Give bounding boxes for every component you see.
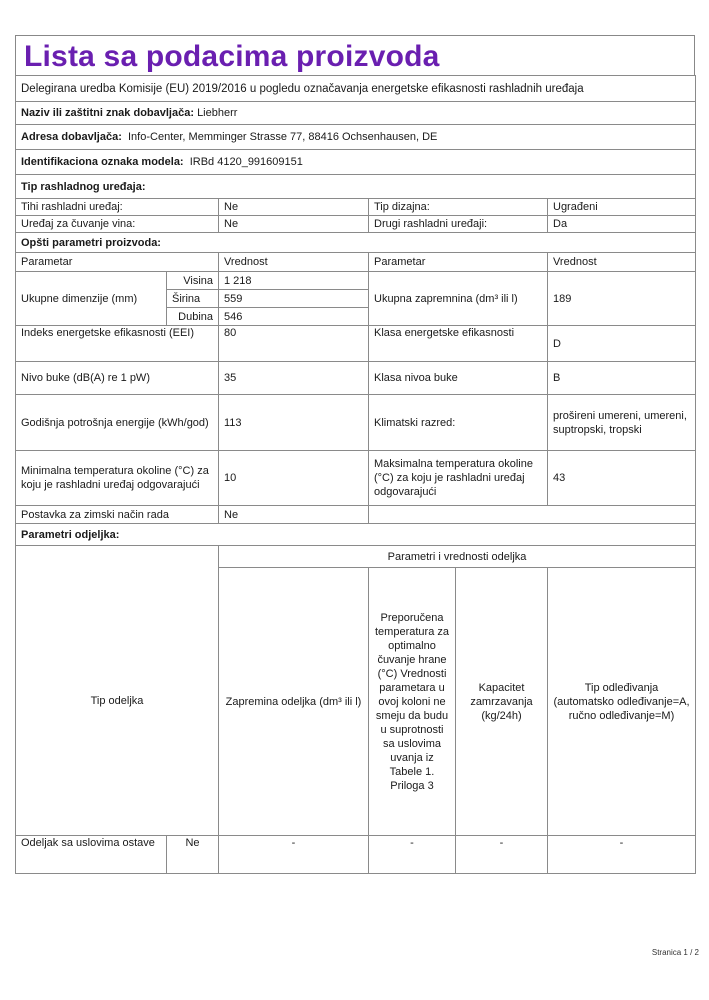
height-value: 1 218 (219, 272, 369, 290)
energy-label: Godišnja potrošnja energije (kWh/god) (16, 395, 219, 451)
pantry-defrost: - (548, 836, 696, 874)
depth-value: 546 (219, 308, 369, 326)
wine-value: Ne (219, 216, 369, 233)
dims-label: Ukupne dimenzije (mm) (16, 272, 167, 326)
design-value: Ugrađeni (548, 199, 696, 216)
value-header-left: Vrednost (219, 253, 369, 272)
volume-value: 189 (548, 272, 696, 326)
page-title: Lista sa podacima proizvoda (24, 40, 440, 73)
other-label: Drugi rashladni uređaji: (369, 216, 548, 233)
defrost-header: Tip odleđivanja (automatsko odleđivanje=A, ručno odleđivanje=M) (548, 568, 696, 836)
volume-label: Ukupna zapremnina (dm³ ili l) (369, 272, 548, 326)
compartments-heading: Parametri odjeljka: (16, 524, 696, 546)
title-box (15, 35, 695, 75)
page-number: Stranica 1 / 2 (651, 948, 699, 957)
min-temp-label: Minimalna temperatura okoline (°C) za koju je rashladni uređaj odgovarajući (16, 451, 219, 506)
device-type-heading-row (16, 175, 696, 199)
pantry-freeze: - (456, 836, 548, 874)
data-table (15, 75, 696, 874)
address-value: Info-Center, Memminger Strasse 77, 88416 Ochsenhausen, DE (128, 131, 438, 143)
param-header-right: Parametar (369, 253, 548, 272)
noise-class-value: B (548, 362, 696, 395)
design-label: Tip dizajna: (369, 199, 548, 216)
pantry-present: Ne (167, 836, 219, 874)
dims-row-height (16, 272, 696, 290)
noise-row (16, 362, 696, 395)
supplier-label: Naziv ili zaštitni znak dobavljača: (21, 107, 194, 119)
min-temp-value: 10 (219, 451, 369, 506)
climate-value: prošireni umereni, umereni, suptropski, tropski (548, 395, 696, 451)
wine-label: Uređaj za čuvanje vina: (16, 216, 219, 233)
subtitle: Delegirana uredba Komisije (EU) 2019/2016 u pogledu označavanja energetske efikasnosti rashladnih uređaja (16, 76, 696, 102)
pantry-temp: - (369, 836, 456, 874)
model-value: IRBd 4120_991609151 (189, 156, 303, 168)
product-data-sheet (15, 35, 695, 874)
temp-row (16, 451, 696, 506)
height-label: Visina (167, 272, 219, 290)
model-row (16, 150, 696, 175)
eei-row (16, 326, 696, 362)
quiet-value: Ne (219, 199, 369, 216)
width-label: Širina (167, 290, 219, 308)
freeze-header: Kapacitet zamrzavanja (kg/24h) (456, 568, 548, 836)
subtitle-row (16, 76, 696, 102)
volume-header: Zapremina odeljka (dm³ ili l) (219, 568, 369, 836)
other-value: Da (548, 216, 696, 233)
max-temp-label: Maksimalna temperatura okoline (°C) za koju je rashladni uređaj odgovarajući (369, 451, 548, 506)
noise-value: 35 (219, 362, 369, 395)
device-type-heading: Tip rashladnog uređaja: (16, 175, 696, 199)
eclass-label: Klasa energetske efikasnosti (369, 326, 548, 362)
winter-label: Postavka za zimski način rada (16, 506, 219, 524)
noise-label: Nivo buke (dB(A) re 1 pW) (16, 362, 219, 395)
general-heading-row (16, 233, 696, 253)
model-label: Identifikaciona oznaka modela: (21, 156, 184, 168)
eei-value: 80 (219, 326, 369, 362)
param-header-left: Parametar (16, 253, 219, 272)
winter-row (16, 506, 696, 524)
energy-value: 113 (219, 395, 369, 451)
winter-value: Ne (219, 506, 369, 524)
value-header-right: Vrednost (548, 253, 696, 272)
temp-header: Preporučena temperatura za optimalno čuvanje hrane (°C) Vrednosti parametara u ovoj koloni ne smeju da budu u suprotnosti sa uslovima uvanja iz Tabele 1. Priloga 3 (369, 568, 456, 836)
compartments-header-row (16, 568, 696, 836)
quiet-row (16, 199, 696, 216)
pantry-row (16, 836, 696, 874)
eclass-value: D (548, 326, 696, 362)
wine-row (16, 216, 696, 233)
pantry-volume: - (219, 836, 369, 874)
type-header: Tip odeljka (16, 568, 219, 836)
pantry-label: Odeljak sa uslovima ostave (16, 836, 167, 874)
compartments-heading-row (16, 524, 696, 546)
noise-class-label: Klasa nivoa buke (369, 362, 548, 395)
general-heading: Opšti parametri proizvoda: (16, 233, 696, 253)
general-header-row (16, 253, 696, 272)
max-temp-value: 43 (548, 451, 696, 506)
address-row (16, 125, 696, 150)
supplier-value: Liebherr (197, 107, 238, 119)
climate-label: Klimatski razred: (369, 395, 548, 451)
address-label: Adresa dobavljača: (21, 131, 122, 143)
compartments-group-row (16, 546, 696, 568)
width-value: 559 (219, 290, 369, 308)
eei-label: Indeks energetske efikasnosti (EEI) (16, 326, 219, 362)
supplier-row (16, 102, 696, 125)
compartments-group-header: Parametri i vrednosti odeljka (219, 546, 696, 568)
energy-row (16, 395, 696, 451)
quiet-label: Tihi rashladni uređaj: (16, 199, 219, 216)
depth-label: Dubina (167, 308, 219, 326)
